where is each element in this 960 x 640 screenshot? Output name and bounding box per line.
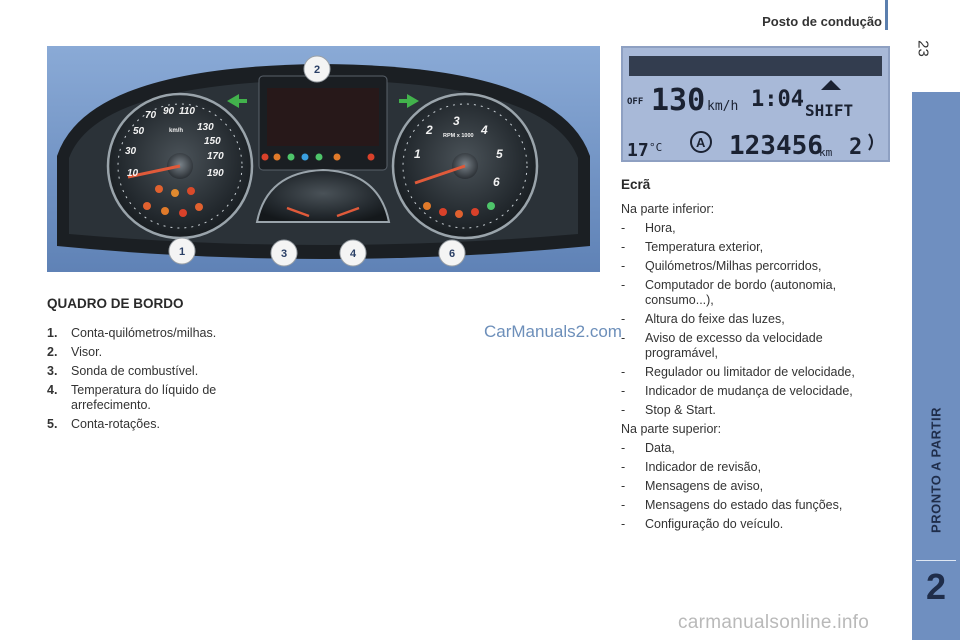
list-item: - Mensagens do estado das funções, bbox=[621, 498, 843, 512]
speedo-tick: 70 bbox=[145, 110, 157, 121]
list-item: - Altura do feixe das luzes, bbox=[621, 312, 785, 326]
list-intro-lower: Na parte inferior: bbox=[621, 202, 715, 216]
chapter-tab bbox=[912, 92, 960, 640]
lcd-time: 1:04 bbox=[751, 87, 804, 112]
tacho-tick: 4 bbox=[481, 123, 488, 137]
list-item: 2. Visor. bbox=[47, 345, 103, 359]
lcd-odometer: 123456 bbox=[729, 131, 823, 161]
header-rule bbox=[885, 0, 888, 30]
chapter-tab-divider bbox=[916, 560, 956, 561]
speedo-tick: 150 bbox=[204, 136, 221, 147]
callout-1: 1 bbox=[178, 246, 186, 258]
lcd-temperature: 17 bbox=[627, 140, 649, 161]
speedo-tick: 30 bbox=[125, 146, 137, 157]
tacho-tick: 1 bbox=[414, 147, 421, 161]
lcd-temperature-unit: °C bbox=[649, 141, 663, 154]
list-item: 4. Temperatura do líquido de arrefecimento. bbox=[47, 383, 217, 412]
list-item: - Computador de bordo (autonomia, consumo...), bbox=[621, 278, 837, 307]
speedo-tick: 10 bbox=[127, 168, 139, 179]
tacho-tick: 3 bbox=[453, 114, 460, 128]
speedo-unit: km/h bbox=[169, 128, 184, 134]
list-item: 5. Conta-rotações. bbox=[47, 417, 160, 431]
lcd-off: OFF bbox=[627, 97, 644, 107]
list-item: - Indicador de mudança de velocidade, bbox=[621, 384, 853, 398]
list-item: - Data, bbox=[621, 441, 675, 455]
list-item: - Aviso de excesso da velocidade programável, bbox=[621, 331, 823, 360]
cluster-legend-list bbox=[47, 326, 247, 436]
speedo-tick: 110 bbox=[179, 106, 195, 117]
callout-6: 6 bbox=[448, 248, 456, 260]
lcd-shift: SHIFT bbox=[805, 101, 854, 120]
list-item: - Temperatura exterior, bbox=[621, 240, 764, 254]
body-watermark: CarManuals2.com bbox=[484, 322, 622, 341]
lcd-speed: 130 bbox=[651, 83, 706, 118]
list-intro-upper: Na parte superior: bbox=[621, 422, 722, 436]
speedo-tick: 190 bbox=[207, 168, 224, 179]
tacho-tick: 2 bbox=[426, 123, 433, 137]
display-info-list bbox=[621, 202, 891, 536]
list-item: - Regulador ou limitador de velocidade, bbox=[621, 365, 855, 379]
callout-3: 3 bbox=[280, 248, 288, 260]
list-item: - Mensagens de aviso, bbox=[621, 479, 764, 493]
list-item: - Quilómetros/Milhas percorridos, bbox=[621, 259, 822, 273]
dot-matrix-row bbox=[629, 56, 882, 76]
speedo-tick: 170 bbox=[207, 151, 224, 162]
running-header: Posto de condução bbox=[762, 14, 882, 29]
page-number: 23 bbox=[914, 40, 932, 57]
chapter-number: 2 bbox=[925, 566, 947, 607]
display-screen-photo bbox=[621, 46, 890, 162]
footer-watermark: carmanualsonline.info bbox=[678, 612, 870, 633]
lcd-odometer-unit: km bbox=[819, 146, 833, 159]
callout-4: 4 bbox=[349, 248, 357, 260]
svg-text:A: A bbox=[696, 135, 706, 150]
lcd-speed-unit: km/h bbox=[707, 99, 739, 114]
list-item: 3. Sonda de combustível. bbox=[47, 364, 199, 378]
right-section-title: Ecrã bbox=[621, 177, 651, 192]
tacho-tick: 5 bbox=[496, 147, 503, 161]
speedo-tick: 50 bbox=[133, 126, 145, 137]
list-item: - Configuração do veículo. bbox=[621, 517, 784, 531]
list-item: - Indicador de revisão, bbox=[621, 460, 762, 474]
speedo-tick: 90 bbox=[163, 106, 175, 117]
callout-2: 2 bbox=[313, 64, 321, 76]
list-item: - Stop & Start. bbox=[621, 403, 716, 417]
chapter-tab-label: PRONTO A PARTIR bbox=[928, 407, 944, 533]
left-section-title: QUADRO DE BORDO bbox=[47, 296, 184, 311]
speedo-tick: 130 bbox=[197, 122, 214, 133]
instrument-cluster-photo bbox=[47, 46, 600, 272]
list-item: 1. Conta-quilómetros/milhas. bbox=[47, 326, 217, 340]
lcd-gear: 2 bbox=[849, 135, 863, 160]
tacho-unit: RPM x 1000 bbox=[443, 133, 474, 139]
list-item: - Hora, bbox=[621, 221, 676, 235]
tacho-tick: 6 bbox=[493, 175, 500, 189]
